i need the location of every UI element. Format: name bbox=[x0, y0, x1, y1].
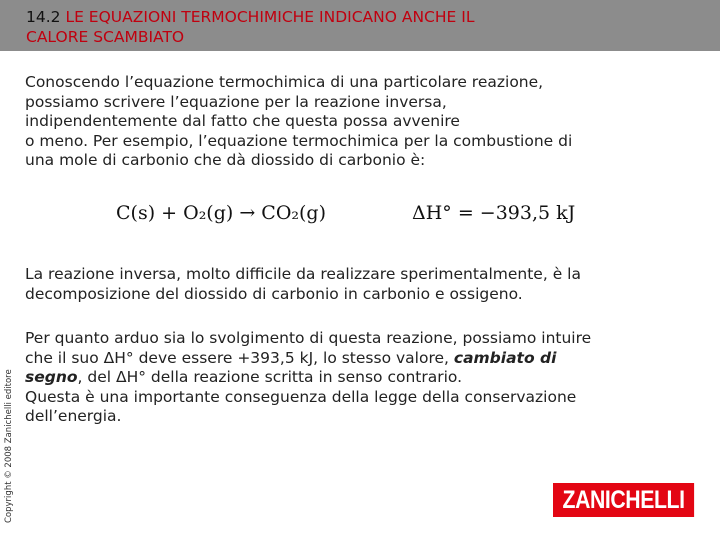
emphasis-text: cambiato di bbox=[453, 348, 557, 367]
title-line-2: CALORE SCAMBIATO bbox=[26, 28, 185, 46]
paragraph-line: decomposizione del diossido di carbonio in carbonio e ossigeno. bbox=[25, 284, 523, 303]
intro-paragraph bbox=[25, 73, 705, 171]
paragraph-line: che il suo ΔH° deve essere +393,5 kJ, lo stesso valore, bbox=[25, 348, 454, 367]
section-number: 14.2 bbox=[26, 8, 61, 26]
conclusion-paragraph bbox=[25, 329, 705, 427]
paragraph-line: indipendentemente dal fatto che questa possa avvenire bbox=[25, 112, 460, 130]
emphasis-text: segno bbox=[25, 368, 78, 386]
zanichelli-logo: ZANICHELLI bbox=[553, 483, 694, 517]
paragraph-line: Conoscendo l’equazione termochimica di una particolare reazione, bbox=[25, 73, 544, 91]
paragraph-line: , del ΔH° della reazione scritta in senso contrario. bbox=[77, 368, 463, 386]
slide-title bbox=[26, 7, 706, 47]
title-line-1: LE EQUAZIONI TERMOCHIMICHE INDICANO ANCHE IL bbox=[65, 8, 475, 26]
paragraph-line: o meno. Per esempio, l’equazione termochimica per la combustione di bbox=[25, 131, 573, 150]
paragraph-line: Questa è una importante conseguenza della legge della conservazione bbox=[25, 387, 577, 406]
paragraph-line: possiamo scrivere l’equazione per la reazione inversa, bbox=[25, 92, 447, 111]
paragraph-line: una mole di carbonio che dà diossido di carbonio è: bbox=[25, 151, 426, 169]
inverse-reaction-paragraph bbox=[25, 265, 705, 304]
paragraph-line: dell’energia. bbox=[25, 407, 122, 425]
paragraph-line: Per quanto arduo sia lo svolgimento di questa reazione, possiamo intuire bbox=[25, 329, 592, 347]
reaction-equation: C(s) + O₂(g) → CO₂(g) bbox=[116, 202, 327, 224]
thermochemical-equation bbox=[116, 200, 596, 232]
copyright-notice: Copyright © 2008 Zanichelli editore bbox=[4, 369, 14, 523]
enthalpy-value: ΔH° = −393,5 kJ bbox=[412, 202, 576, 224]
paragraph-line: La reazione inversa, molto difficile da realizzare sperimentalmente, è la bbox=[25, 265, 581, 283]
